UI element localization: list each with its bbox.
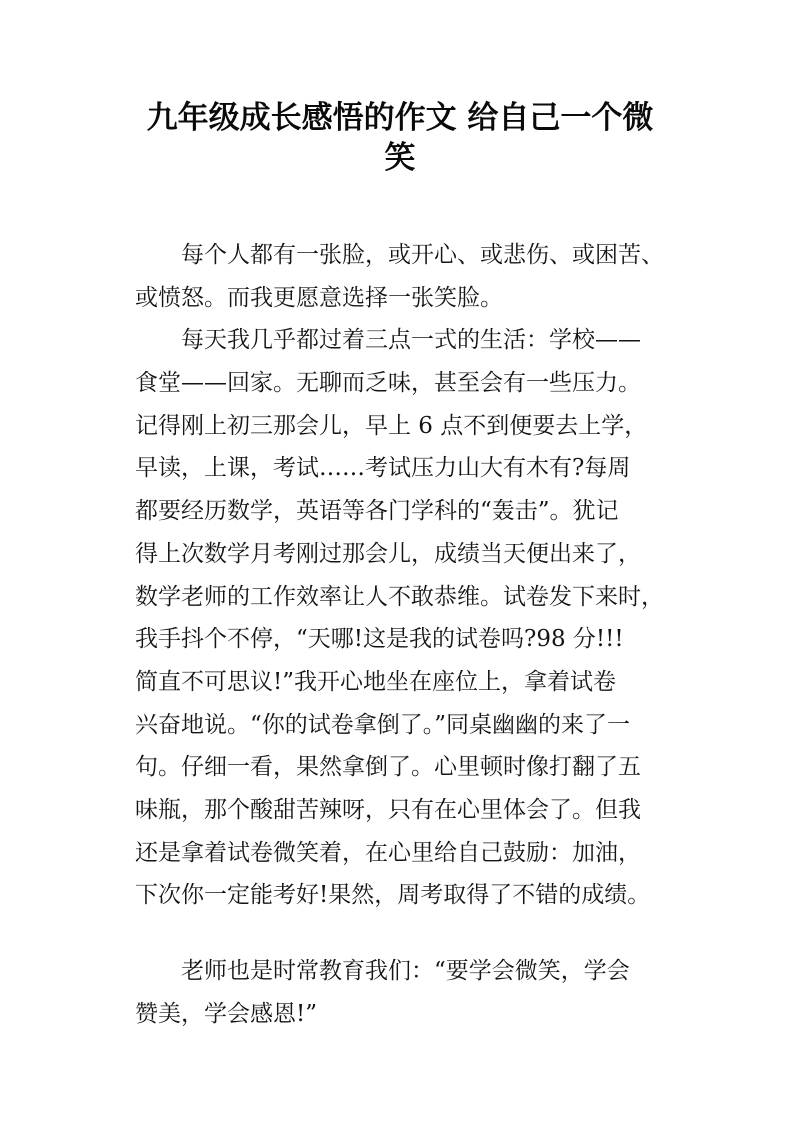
text-line: 食堂——回家。无聊而乏味，甚至会有一些压力。 [135, 370, 641, 397]
paragraph-gap [135, 917, 685, 950]
text-line: 味瓶，那个酸甜苦辣呀，只有在心里体会了。但我 [135, 796, 641, 823]
text-line: 都要经历数学，英语等各门学科的“轰击”。犹记 [135, 498, 619, 525]
document-body [135, 234, 685, 1035]
text-line: 下次你一定能考好!果然，周考取得了不错的成绩。 [135, 882, 651, 909]
text-line: 每天我几乎都过着三点一式的生活：学校—— [181, 327, 641, 354]
paragraph-3 [135, 950, 685, 1035]
title-line: 九年级成长感悟的作文 给自己一个微 [146, 100, 654, 136]
text-line: 还是拿着试卷微笑着，在心里给自己鼓励：加油， [135, 839, 641, 866]
text-line: 得上次数学月考刚过那会儿，成绩当天便出来了， [135, 540, 641, 567]
text-line: 数学老师的工作效率让人不敢恭维。试卷发下来时， [135, 583, 664, 610]
text-line: 我手抖个不停，“天哪!这是我的试卷吗?98 分!!! [135, 626, 624, 653]
document-title [120, 98, 680, 178]
title-line: 笑 [384, 140, 416, 176]
text-line: 每个人都有一张脸，或开心、或悲伤、或困苦、 [181, 242, 664, 268]
text-line: 记得刚上初三那会儿，早上 6 点不到便要去上学， [135, 412, 648, 439]
text-line: 兴奋地说。“你的试卷拿倒了。”同桌幽幽的来了一 [135, 711, 631, 738]
paragraph-2 [135, 319, 685, 917]
paragraph-1 [135, 234, 685, 319]
text-line: 赞美，学会感恩!” [135, 1000, 318, 1027]
text-line: 早读，上课，考试……考试压力山大有木有?每周 [135, 455, 631, 482]
text-line: 老师也是时常教育我们：“要学会微笑，学会 [181, 958, 630, 984]
text-line: 简直不可思议!”我开心地坐在座位上，拿着试卷 [135, 668, 617, 695]
text-line: 或愤怒。而我更愿意选择一张笑脸。 [135, 284, 503, 311]
text-line: 句。仔细一看，果然拿倒了。心里顿时像打翻了五 [135, 754, 641, 781]
